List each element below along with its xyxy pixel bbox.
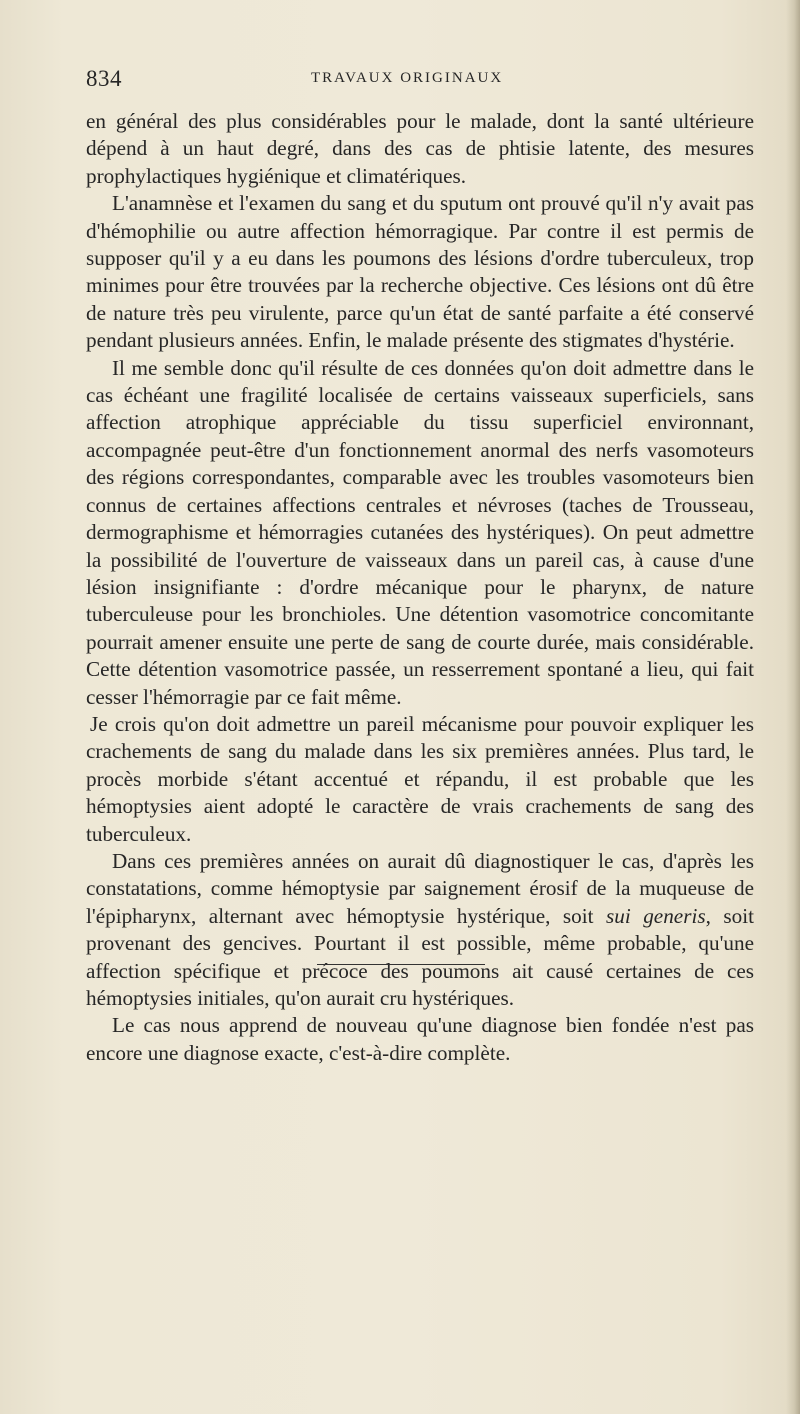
paragraph-5-text-before: Dans ces premières années on aurait dû diagnostiquer le cas, d'après les constatations, comme hémoptysie par saignement érosif de la muqueuse de l'épipharynx, alternant avec hémoptysie hystérique, soit [86,848,754,928]
section-end-rule [317,964,485,965]
paragraph-1: en général des plus considérables pour le malade, dont la santé ultérieure dépend à un haut degré, dans des cas de phtisie latente, des mesures prophylactiques hygiénique et climatériques. [86,109,754,188]
page-header [86,66,754,96]
paragraph-6: Le cas nous apprend de nouveau qu'une diagnose bien fondée n'est pas encore une diagnose exacte, c'est-à-dire complète. [86,1013,754,1065]
paragraph-3: Il me semble donc qu'il résulte de ces données qu'on doit admettre dans le cas échéant une fragilité localisée de certains vaisseaux superficiels, sans affection atrophique appréciable du tissu superficiel environnant, accompagnée peut-être d'un fonctionnement anormal des nerfs vasomoteurs des régions correspondantes, comparable avec les troubles vasomoteurs bien connus de certaines affections centrales et névroses (taches de Trousseau, dermographisme et hémorragies cutanées des hystériques). On peut admettre la possibilité de l'ouverture de vaisseaux dans un pareil cas, à cause d'une lésion insignifiante : d'ordre mécanique pour le pharynx, de nature tuberculeuse pour les bronchioles. Une détention vasomotrice concomitante pourrait amener ensuite une perte de sang de courte durée, mais considérable. Cette détention vasomotrice passée, un resserrement spontané a lieu, qui fait cesser l'hémorragie par ce fait même. [86,355,754,709]
body-text [86,108,754,1067]
page-number: 834 [86,66,122,91]
paragraph-5 [86,848,754,1012]
italic-term: sui generis [606,903,706,928]
running-head: TRAVAUX ORIGINAUX [311,70,504,86]
paragraph-4: Je crois qu'on doit admettre un pareil mécanisme pour pouvoir expliquer les crachements de sang du malade dans les six premières années. Plus tard, le procès morbide s'étant accentué et répandu, il est probable que les hémoptysies aient adopté le caractère de vrais crachements de sang des tuberculeux. [86,711,754,846]
page-edge-shadow [786,0,800,1414]
paragraph-5-text-after: , soit provenant des gencives. Pourtant il est possible, même probable, qu'une affection spécifique et précoce des poumons ait causé certaines de ces hémoptysies initiales, qu'on aurait cru hystériques. [86,903,754,1010]
paragraph-2: L'anamnèse et l'examen du sang et du sputum ont prouvé qu'il n'y avait pas d'hémophilie ou autre affection hémorragique. Par contre il est permis de supposer qu'il y a eu dans les poumons des lésions d'ordre tuberculeux, trop minimes pour être trouvées par la recherche objective. Ces lésions ont dû être de nature très peu virulente, parce qu'un état de santé parfaite a été conservé pendant plusieurs années. Enfin, le malade présente des stigmates d'hystérie. [86,191,754,353]
